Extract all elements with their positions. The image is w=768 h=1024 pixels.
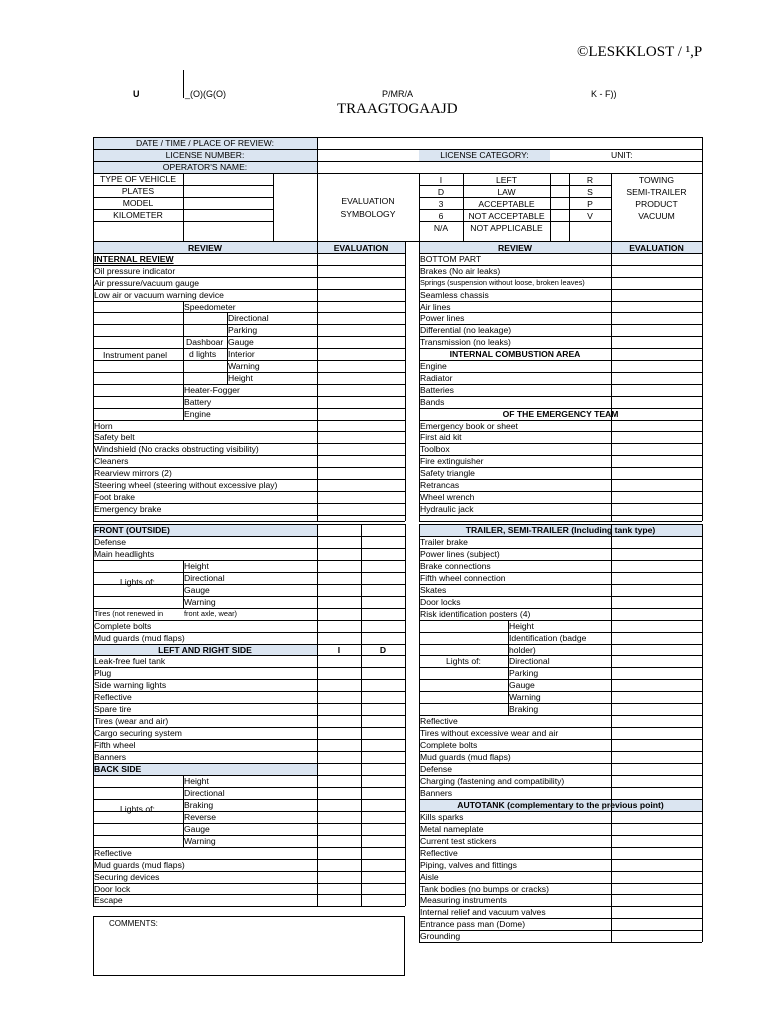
emergency-team-title: OF THE EMERGENCY TEAM	[502, 409, 619, 419]
rule-h	[419, 241, 702, 242]
rule-h	[419, 197, 611, 198]
item-label: Emergency brake	[94, 504, 162, 514]
trailer-light-item: Directional	[509, 656, 550, 666]
legend-meaning-2: TOWING	[638, 175, 675, 185]
rule-v	[611, 524, 612, 942]
item-label: Horn	[94, 421, 113, 431]
item-label: Steering wheel (steering without excessive play)	[94, 480, 278, 490]
trailer-light-item: Identification (badge	[509, 633, 587, 643]
item-label: Low air or vacuum warning device	[94, 290, 224, 300]
rule-h	[419, 691, 702, 692]
front-outside-title: FRONT (OUTSIDE)	[94, 525, 170, 535]
header-divider	[183, 70, 184, 98]
front-light-item: Warning	[184, 597, 216, 607]
bottom-part-item: Differential (no leakage)	[420, 325, 512, 335]
rule-h	[93, 835, 405, 836]
item-label: Cleaners	[94, 456, 129, 466]
emergency-item: Wheel wrench	[420, 492, 475, 502]
rule-h	[93, 883, 405, 884]
emergency-item: Toolbox	[420, 444, 450, 454]
rule-h	[93, 775, 405, 776]
trailer-item: Defense	[420, 764, 453, 774]
rule-h	[419, 443, 702, 444]
right-code: K - F))	[591, 89, 617, 99]
bottom-part-item: BOTTOM PART	[420, 254, 482, 264]
rule-h	[93, 521, 405, 522]
dashboard-lights-label: d lights	[189, 349, 217, 359]
trailer-item: Skates	[420, 585, 447, 595]
legend-code: D	[437, 187, 445, 197]
rule-h	[93, 787, 405, 788]
emergency-item: Emergency book or sheet	[420, 421, 518, 431]
legend-code: N/A	[433, 223, 449, 233]
rule-h	[419, 384, 702, 385]
trailer-item: Complete bolts	[420, 740, 478, 750]
internal-combustion-title: INTERNAL COMBUSTION AREA	[449, 349, 581, 359]
rule-h	[419, 596, 702, 597]
item-label: Rearview mirrors (2)	[94, 468, 172, 478]
review-column-header: REVIEW	[498, 243, 532, 253]
rule-h	[93, 823, 405, 824]
license-category-label: LICENSE CATEGORY:	[440, 150, 529, 160]
front-item: Main headlights	[94, 549, 155, 559]
back-side-title: BACK SIDE	[94, 764, 142, 774]
back-lights-of-label: Lights of:	[120, 804, 155, 814]
dash-light-item: Height	[228, 373, 253, 383]
eval-symbology-1: EVALUATION	[341, 196, 395, 206]
trailer-item: Banners	[420, 788, 453, 798]
bottom-part-item: Brakes (No air leaks)	[420, 266, 501, 276]
dashboard-lights-label: Dashboar	[186, 337, 224, 347]
dash-light-item: Directional	[228, 313, 269, 323]
form-code: _(O)(G(O)	[185, 89, 226, 99]
left-right-side-title: LEFT AND RIGHT SIDE	[158, 645, 252, 655]
back-light-item: Reverse	[184, 812, 216, 822]
rule-h	[93, 396, 405, 397]
legend-meaning-2: PRODUCT	[635, 199, 678, 209]
rule-h	[419, 584, 702, 585]
rule-v	[361, 524, 362, 906]
rule-h	[93, 751, 405, 752]
unit-label: UNIT:	[611, 150, 633, 160]
evaluation-column-header: EVALUATION	[629, 243, 684, 253]
autotank-item: Entrance pass man (Dome)	[420, 919, 526, 929]
back-item: Door lock	[94, 884, 131, 894]
item-label: Safety belt	[94, 432, 135, 442]
back-item: Escape	[94, 895, 123, 905]
rule-h	[93, 241, 405, 242]
rule-h	[419, 787, 702, 788]
rule-v	[405, 524, 406, 906]
autotank-item: Measuring instruments	[420, 895, 507, 905]
rule-h	[93, 739, 405, 740]
rule-h	[419, 703, 702, 704]
vehicle-field-label: MODEL	[122, 198, 154, 208]
side-item: Reflective	[94, 692, 132, 702]
front-light-item: Height	[184, 561, 209, 571]
autotank-title: AUTOTANK (complementary to the previous point)	[457, 800, 664, 810]
dash-light-item: Parking	[228, 325, 258, 335]
rule-v	[317, 241, 318, 521]
legend-code-2: V	[587, 211, 593, 221]
rule-h	[419, 679, 702, 680]
page-title: TRAAGTOGAAJD	[337, 101, 458, 117]
rule-h	[419, 185, 611, 186]
trailer-lights-of-label: Lights of:	[446, 656, 481, 666]
bottom-part-item: Springs (suspension without loose, broken leaves)	[420, 278, 585, 287]
rule-h	[93, 455, 405, 456]
item-label: Air pressure/vacuum gauge	[94, 278, 200, 288]
autotank-item: Piping, valves and fittings	[420, 860, 517, 870]
rule-h	[419, 942, 702, 943]
legend-code-2: S	[587, 187, 593, 197]
trailer-light-item: holder)	[509, 645, 536, 655]
rule-h	[93, 667, 405, 668]
dash-light-item: Gauge	[228, 337, 254, 347]
rule-h	[419, 715, 702, 716]
copyright-mark: ©LESKKLOST / ¹,P	[577, 44, 703, 60]
combustion-item: Bands	[420, 397, 445, 407]
autotank-item: Reflective	[420, 848, 458, 858]
rule-h	[419, 301, 702, 302]
rule-v	[611, 241, 612, 521]
trailer-item: Charging (fastening and compatibility)	[420, 776, 565, 786]
eval-symbology-2: SYMBOLOGY	[340, 209, 396, 219]
autotank-item: Aisle	[420, 872, 439, 882]
autotank-item: Current test stickers	[420, 836, 497, 846]
front-tires-label: Tires (not renewed in	[94, 609, 164, 618]
trailer-item: Fifth wheel connection	[420, 573, 506, 583]
rule-h	[93, 703, 405, 704]
rule-v	[702, 241, 703, 521]
rule-h	[93, 572, 405, 573]
bottom-part-item: Transmission (no leaks)	[420, 337, 511, 347]
emergency-item: Retrancas	[420, 480, 460, 490]
back-item: Mud guards (mud flaps)	[94, 860, 185, 870]
trailer-light-item: Gauge	[509, 680, 535, 690]
trailer-item: Tires without excessive wear and air	[420, 728, 559, 738]
trailer-light-item: Braking	[509, 704, 539, 714]
trailer-light-item: Parking	[509, 668, 539, 678]
vehicle-field-label: KILOMETER	[113, 210, 163, 220]
emergency-item: Fire extinguisher	[420, 456, 484, 466]
rule-h	[419, 479, 702, 480]
rule-h	[419, 620, 702, 621]
rule-h	[93, 384, 405, 385]
emergency-item: First aid kit	[420, 432, 462, 442]
front-tires-label-2: front axle, wear)	[184, 609, 237, 618]
front-lights-of-label: Lights of:	[120, 577, 155, 587]
speedometer-label: Speedometer	[184, 302, 236, 312]
combustion-item: Radiator	[420, 373, 453, 383]
license-number-label: LICENSE NUMBER:	[165, 150, 245, 160]
combustion-item: Engine	[420, 361, 447, 371]
legend-code: I	[439, 175, 443, 185]
legend-meaning-2: SEMI-TRAILER	[626, 187, 687, 197]
dash-light-item: Warning	[228, 361, 260, 371]
rule-h	[419, 521, 702, 522]
rule-h	[419, 644, 702, 645]
trailer-item: Trailer brake	[420, 537, 468, 547]
back-light-item: Braking	[184, 800, 214, 810]
rule-h	[419, 396, 702, 397]
review-column-header: REVIEW	[188, 243, 222, 253]
front-item: Mud guards (mud flaps)	[94, 633, 185, 643]
legend-meaning: LAW	[497, 187, 516, 197]
rule-h	[419, 372, 702, 373]
legend-meaning-2: VACUUM	[638, 211, 675, 221]
bottom-part-item: Power lines	[420, 313, 465, 323]
front-item: Defense	[94, 537, 127, 547]
rule-h	[93, 491, 405, 492]
internal-review-title: INTERNAL REVIEW	[94, 254, 174, 264]
rule-h	[419, 930, 702, 931]
panel-item: Heater-Fogger	[184, 385, 240, 395]
rule-h	[93, 894, 405, 895]
legend-code-2: P	[587, 199, 593, 209]
legend-code: 6	[438, 211, 444, 221]
autotank-item: Tank bodies (no bumps or cracks)	[420, 884, 549, 894]
legend-code-2: R	[586, 175, 594, 185]
back-item: Securing devices	[94, 872, 160, 882]
side-item: Fifth wheel	[94, 740, 136, 750]
rule-h	[93, 691, 405, 692]
date-label: DATE / TIME / PLACE OF REVIEW:	[135, 138, 274, 148]
instrument-panel-label: Instrument panel	[103, 350, 168, 360]
front-item: Complete bolts	[94, 621, 152, 631]
vehicle-field-label: TYPE OF VEHICLE	[100, 174, 176, 184]
autotank-item: Grounding	[420, 931, 461, 941]
autotank-item: Metal nameplate	[420, 824, 484, 834]
rule-h	[93, 799, 405, 800]
item-label: Foot brake	[94, 492, 136, 502]
back-light-item: Gauge	[184, 824, 210, 834]
rule-h	[419, 515, 702, 516]
rule-h	[419, 847, 702, 848]
bottom-part-item: Air lines	[420, 302, 451, 312]
trailer-item: Brake connections	[420, 561, 491, 571]
side-item: Tires (wear and air)	[94, 716, 169, 726]
emergency-item: Hydraulic jack	[420, 504, 474, 514]
rule-h	[419, 209, 611, 210]
rule-v	[405, 241, 406, 521]
rule-h	[93, 847, 405, 848]
side-item: Banners	[94, 752, 127, 762]
rule-h	[93, 560, 405, 561]
back-item: Reflective	[94, 848, 132, 858]
autotank-item: Kills sparks	[420, 812, 464, 822]
rule-h	[93, 906, 405, 907]
rule-h	[93, 408, 405, 409]
legend-meaning: LEFT	[495, 175, 517, 185]
side-item: Side warning lights	[94, 680, 167, 690]
center-code: P/MR/A	[382, 89, 414, 99]
rule-h	[93, 536, 405, 537]
rule-h	[93, 301, 405, 302]
vehicle-field-label: PLATES	[121, 186, 155, 196]
dash-light-item: Interior	[228, 349, 255, 359]
evaluation-column-header: EVALUATION	[333, 243, 389, 253]
trailer-light-item: Height	[509, 621, 534, 631]
rule-h	[93, 420, 405, 421]
legend-meaning: NOT APPLICABLE	[470, 223, 543, 233]
side-item: Spare tire	[94, 704, 132, 714]
left-mark: U	[133, 89, 140, 99]
rule-h	[419, 763, 702, 764]
rule-h	[419, 360, 702, 361]
rule-h	[419, 667, 702, 668]
comments-label: COMMENTS:	[109, 919, 158, 928]
right-side-column: D	[379, 645, 387, 655]
legend-meaning: NOT ACCEPTABLE	[468, 211, 545, 221]
front-light-item: Directional	[184, 573, 225, 583]
back-light-item: Warning	[184, 836, 216, 846]
trailer-item: Reflective	[420, 716, 458, 726]
side-item: Plug	[94, 668, 112, 678]
trailer-light-item: Warning	[509, 692, 541, 702]
front-light-item: Gauge	[184, 585, 210, 595]
operator-label: OPERATOR'S NAME:	[162, 162, 248, 172]
rule-h	[93, 596, 405, 597]
emergency-item: Safety triangle	[420, 468, 475, 478]
legend-code: 3	[438, 199, 444, 209]
panel-item: Battery	[184, 397, 212, 407]
side-item: Leak-free fuel tank	[94, 656, 166, 666]
trailer-title: TRAILER, SEMI-TRAILER (Including tank type)	[465, 525, 656, 535]
left-side-column: I	[337, 645, 341, 655]
trailer-item: Power lines (subject)	[420, 549, 500, 559]
panel-item: Engine	[184, 409, 211, 419]
trailer-item: Risk identification posters (4)	[420, 609, 531, 619]
back-light-item: Directional	[184, 788, 225, 798]
trailer-item: Mud guards (mud flaps)	[420, 752, 511, 762]
legend-meaning: ACCEPTABLE	[478, 199, 535, 209]
rule-h	[93, 431, 405, 432]
rule-h	[93, 515, 405, 516]
rule-h	[419, 221, 611, 222]
trailer-item: Door locks	[420, 597, 461, 607]
item-label: Windshield (No cracks obstructing visibility)	[94, 444, 259, 454]
back-light-item: Height	[184, 776, 209, 786]
combustion-item: Batteries	[420, 385, 454, 395]
rule-v	[702, 524, 703, 942]
side-item: Cargo securing system	[94, 728, 182, 738]
item-label: Oil pressure indicator	[94, 266, 176, 276]
rule-v	[317, 524, 318, 906]
autotank-item: Internal relief and vacuum valves	[420, 907, 546, 917]
bottom-part-item: Seamless chassis	[420, 290, 489, 300]
rule-h	[419, 871, 702, 872]
